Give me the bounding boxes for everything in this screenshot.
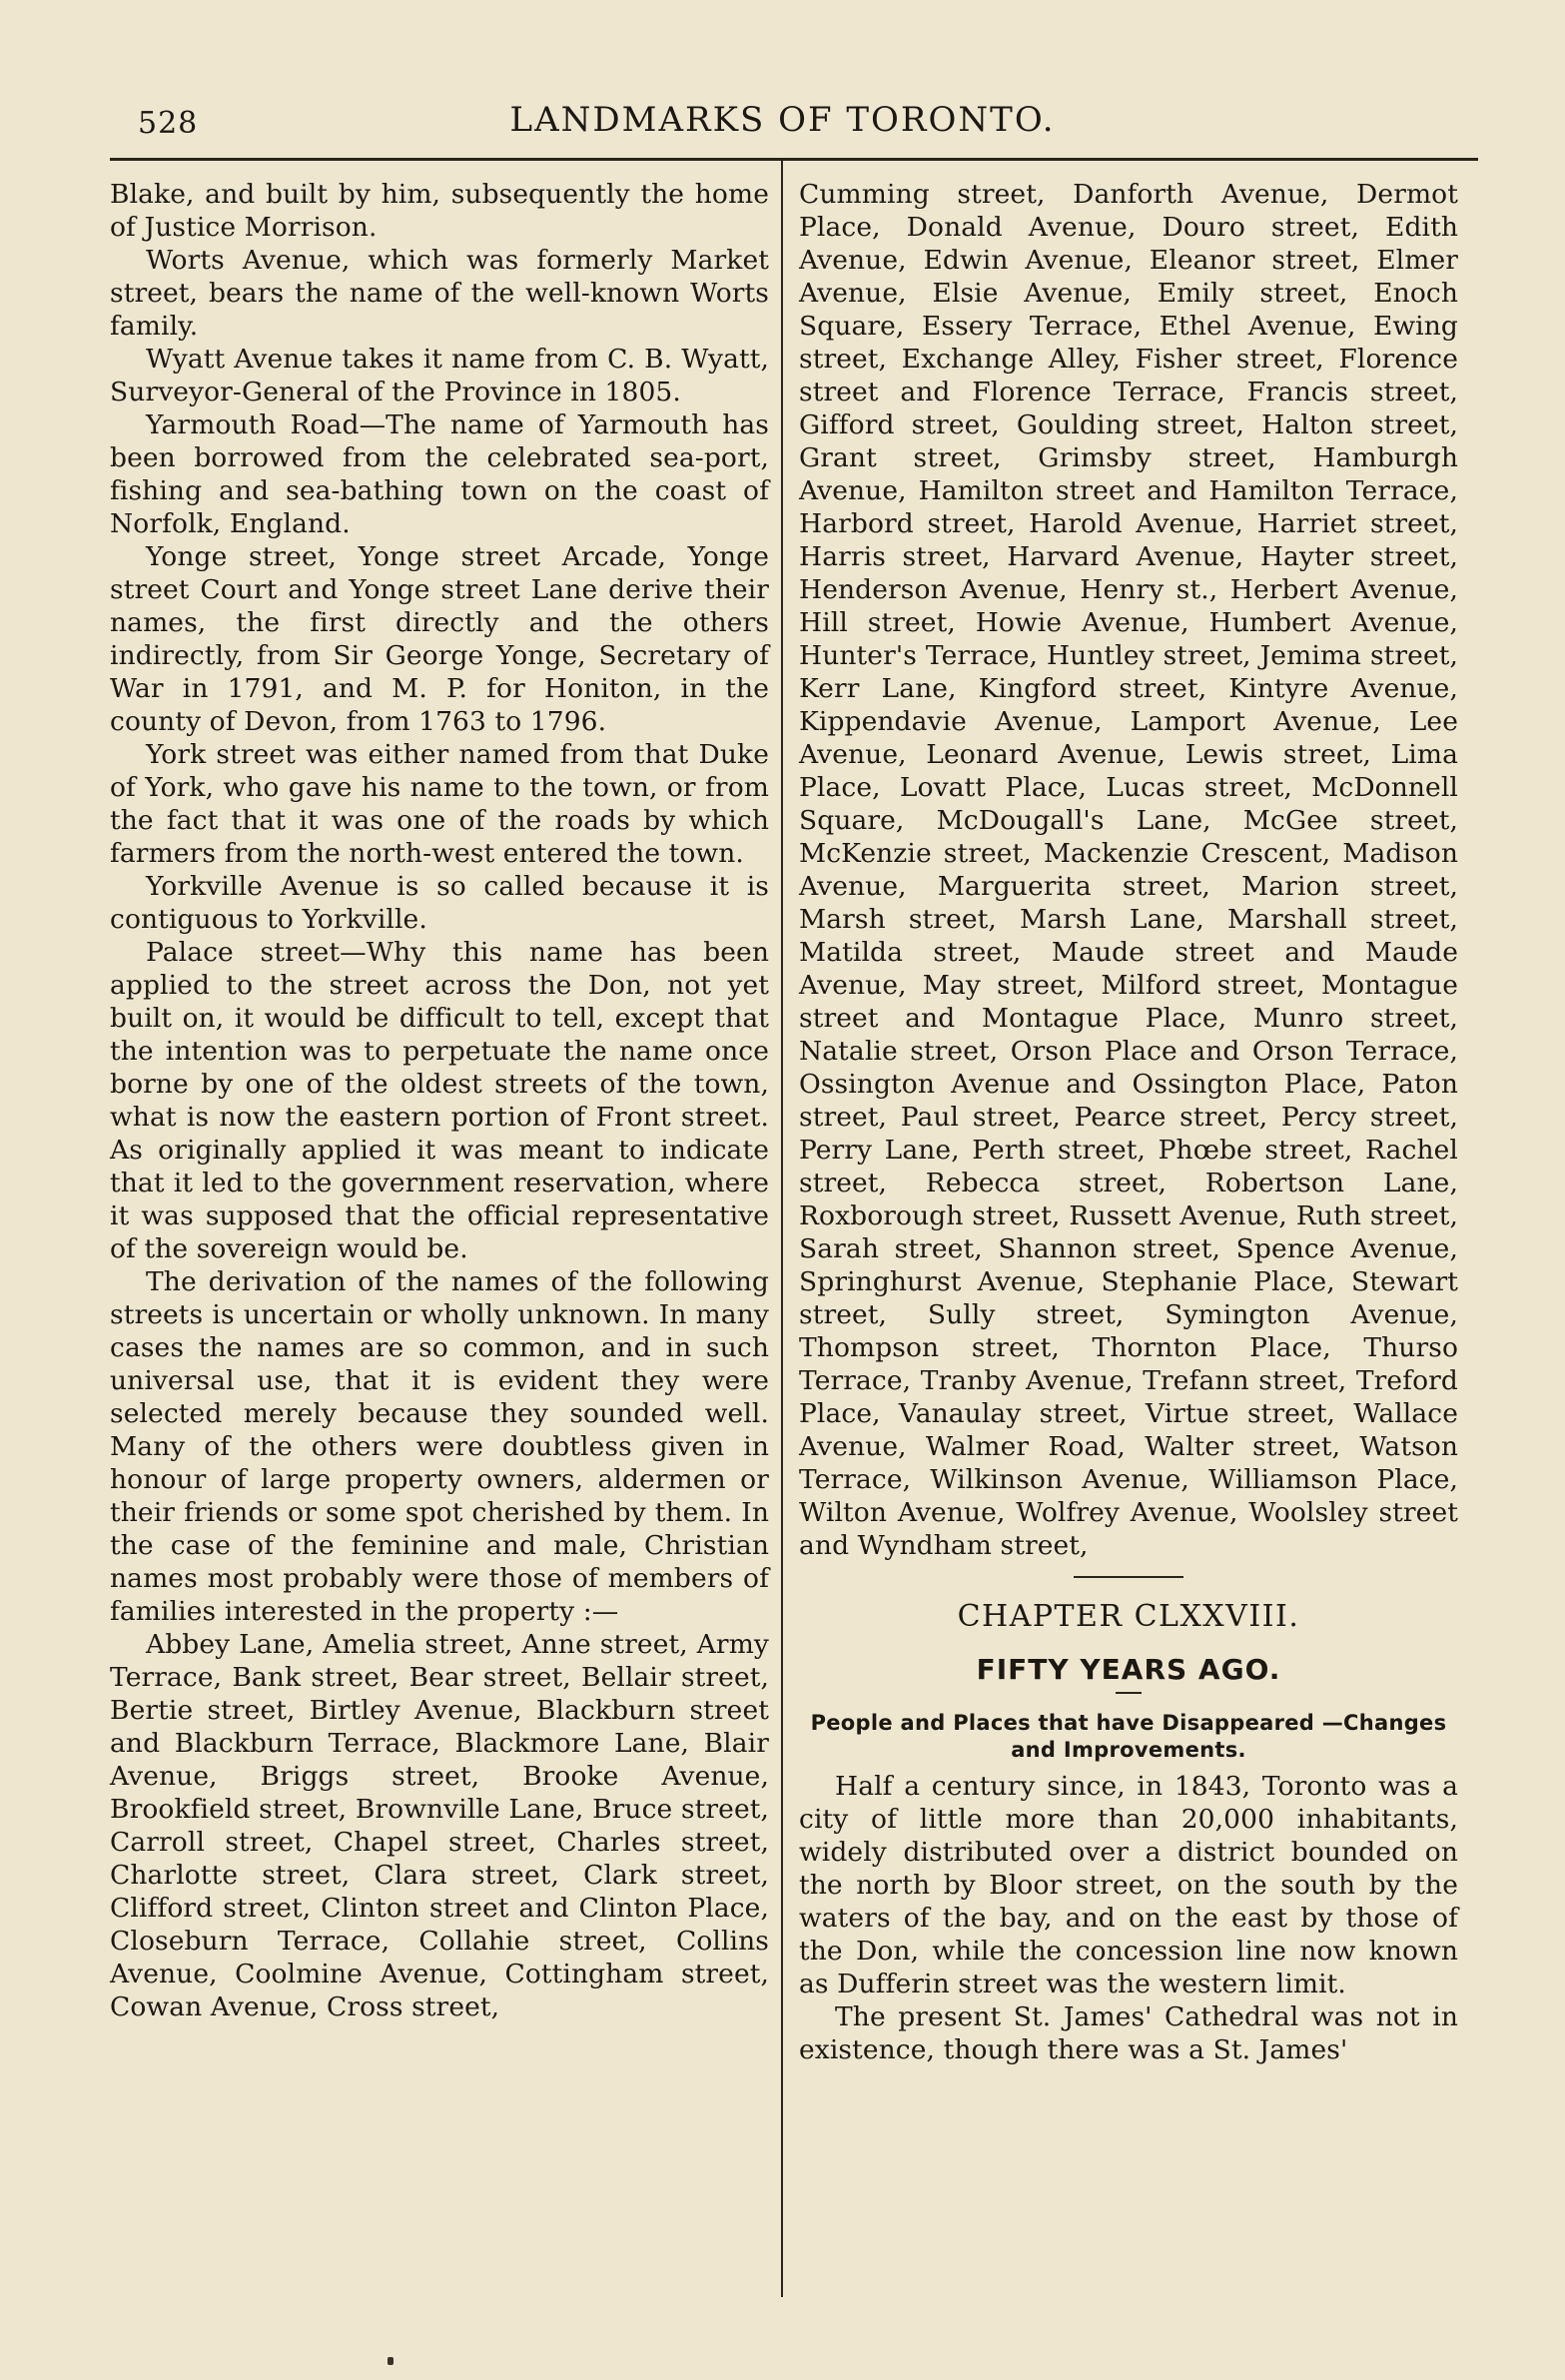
column-divider: [781, 160, 783, 2297]
paragraph: Yonge street, Yonge street Arcade, Yonge street Court and Yonge street Lane derive their names, the first directly and the others indirectly, from Sir George Yonge, Secretary of War in 1791, and M. P. for Honiton, in the county of Devon, from 1763 to 1796.: [110, 541, 769, 737]
chapter-heading: FIFTY YEARS AGO.: [976, 1653, 1281, 1686]
header-rule: [110, 158, 1478, 161]
paragraph: Yorkville Avenue is so called because it is contiguous to Yorkville.: [110, 871, 769, 935]
right-column: [799, 178, 1458, 2066]
heading-dash: [1116, 1692, 1142, 1694]
chapter-subheading: People and Places that have Disappeared —Changes and Improvements.: [810, 1711, 1447, 1762]
paragraph: York street was either named from that Duke of York, who gave his name to the town, or from the fact that it was one of the roads by which farmers from the north-west entered the town.: [110, 739, 769, 869]
print-mark: [388, 2357, 393, 2365]
paragraph: The present St. James' Cathedral was not in existence, though there was a St. James': [799, 2001, 1458, 2065]
paragraph: Palace street—Why this name has been applied to the street across the Don, not yet built on, it would be difficult to tell, except that the intention was to perpetuate the name once borne by one of the oldest streets of the town, what is now the eastern portion of Front street. As originally applied it was meant to indicate that it led to the government reservation, where it was supposed that the official representative of the sovereign would be.: [110, 937, 769, 1264]
page-number: 528: [138, 106, 199, 141]
paragraph: Yarmouth Road—The name of Yarmouth has been borrowed from the celebrated sea-port, fishing and sea-bathing town on the coast of Norfolk, England.: [110, 409, 769, 539]
section-separator: [1074, 1576, 1183, 1578]
paragraph: Worts Avenue, which was formerly Market street, bears the name of the well-known Worts family.: [110, 245, 769, 342]
paragraph: The derivation of the names of the following streets is uncertain or wholly unknown. In many cases the names are so common, and in such universal use, that it is evident they were selected merely because they sounded well. Many of the others were doubtless given in honour of large property owners, aldermen or their friends or some spot cherished by them. In the case of the feminine and male, Christian names most probably were those of members of families interested in the property :—: [110, 1266, 769, 1627]
left-column: [110, 178, 769, 2023]
paragraph: Blake, and built by him, subsequently the home of Justice Morrison.: [110, 179, 769, 243]
running-head: LANDMARKS OF TORONTO.: [509, 100, 1056, 140]
paragraph: Cumming street, Danforth Avenue, Dermot Place, Donald Avenue, Douro street, Edith Avenue, Edwin Avenue, Eleanor street, Elmer Avenue, Elsie Avenue, Emily street, Enoch Square, Essery Terrace, Ethel Avenue, Ewing street, Exchange Alley, Fisher street, Florence street and Florence Terrace, Francis street, Gifford street, Goulding street, Halton street, Grant street, Grimsby street, Hamburgh Avenue, Hamilton street and Hamilton Terrace, Harbord street, Harold Avenue, Harriet street, Harris street, Harvard Avenue, Hayter street, Henderson Avenue, Henry st., Herbert Avenue, Hill street, Howie Avenue, Humbert Avenue, Hunter's Terrace, Huntley street, Jemima street, Kerr Lane, Kingford street, Kintyre Avenue, Kippendavie Avenue, Lamport Avenue, Lee Avenue, Leonard Avenue, Lewis street, Lima Place, Lovatt Place, Lucas street, McDonnell Square, McDougall's Lane, McGee street, McKenzie street, Mackenzie Crescent, Madison Avenue, Marguerita street, Marion street, Marsh street, Marsh Lane, Marshall street, Matilda street, Maude street and Maude Avenue, May street, Milford street, Montague street and Montague Place, Munro street, Natalie street, Orson Place and Orson Terrace, Ossington Avenue and Ossington Place, Paton street, Paul street, Pearce street, Percy street, Perry Lane, Perth street, Phœbe street, Rachel street, Rebecca street, Robertson Lane, Roxborough street, Russett Avenue, Ruth street, Sarah street, Shannon street, Spence Avenue, Springhurst Avenue, Stephanie Place, Stewart street, Sully street, Symington Avenue, Thompson street, Thornton Place, Thurso Terrace, Tranby Avenue, Trefann street, Treford Place, Vanaulay street, Virtue street, Wallace Avenue, Walmer Road, Walter street, Watson Terrace, Wilkinson Avenue, Williamson Place, Wilton Avenue, Wolfrey Avenue, Woolsley street and Wyndham street,: [799, 179, 1458, 1561]
paragraph: Wyatt Avenue takes it name from C. B. Wyatt, Surveyor-General of the Province in 1805.: [110, 344, 769, 407]
paragraph: Half a century since, in 1843, Toronto was a city of little more than 20,000 inhabitants, widely distributed over a district bounded on the north by Bloor street, on the south by the waters of the bay, and on the east by those of the Don, while the concession line now known as Dufferin street was the western limit.: [799, 1771, 1458, 1999]
paragraph: Abbey Lane, Amelia street, Anne street, Army Terrace, Bank street, Bear street, Bellair street, Bertie street, Birtley Avenue, Blackburn street and Blackburn Terrace, Blackmore Lane, Blair Avenue, Briggs street, Brooke Avenue, Brookfield street, Brownville Lane, Bruce street, Carroll street, Chapel street, Charles street, Charlotte street, Clara street, Clark street, Clifford street, Clinton street and Clinton Place, Closeburn Terrace, Collahie street, Collins Avenue, Coolmine Avenue, Cottingham street, Cowan Avenue, Cross street,: [110, 1629, 769, 2022]
chapter-title: CHAPTER CLXXVIII.: [957, 1599, 1300, 1634]
